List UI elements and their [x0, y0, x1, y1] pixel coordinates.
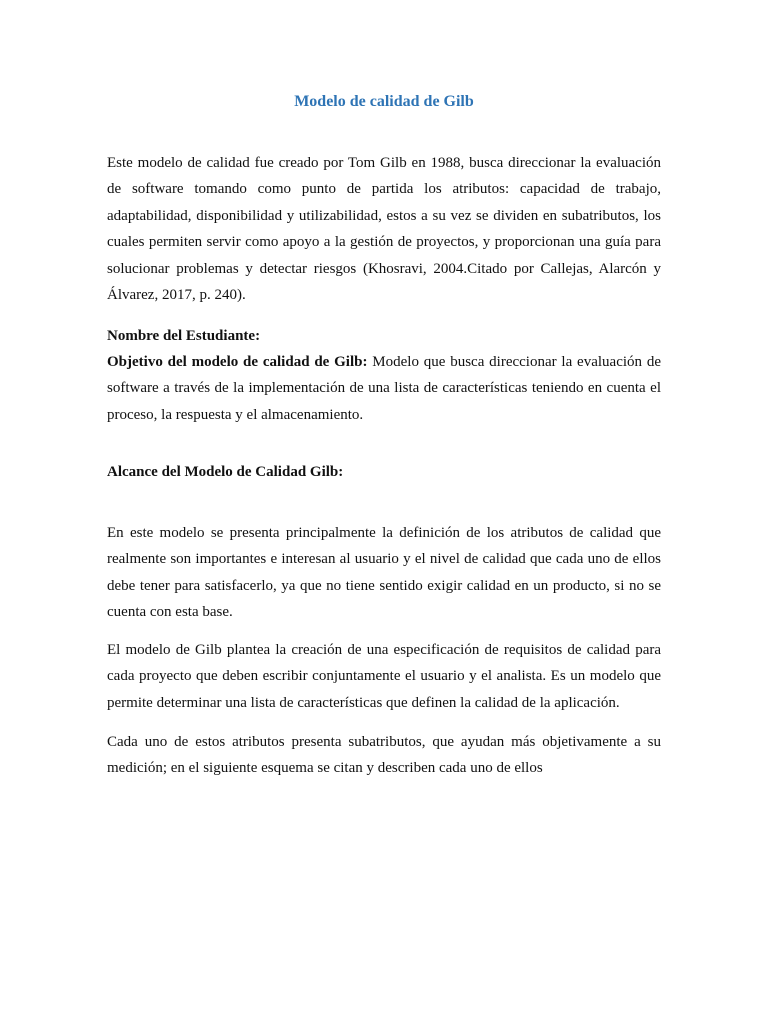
scope-paragraph-3: Cada uno de estos atributos presenta subatributos, que ayudan más objetivamente a su medición; en el siguiente esquema se citan y describen cada uno de ellos — [107, 734, 661, 777]
scope-heading: Alcance del Modelo de Calidad Gilb: — [107, 464, 344, 480]
document-title: Modelo de calidad de Gilb — [294, 93, 474, 110]
student-name-label: Nombre del Estudiante: — [107, 328, 261, 344]
objective-label: Objetivo del modelo de calidad de Gilb: — [107, 354, 368, 370]
objective-text: Modelo que busca direccionar la evaluación de software a través de la implementación de una lista de características teniendo en cuenta el proceso, la respuesta y el almacenamiento. — [107, 354, 661, 423]
scope-paragraph-2: El modelo de Gilb plantea la creación de una especificación de requisitos de calidad para cada proyecto que deben escribir conjuntamente el usuario y el analista. Es un modelo que permite determinar una lista de características que definen la calidad de la aplicación. — [107, 642, 661, 711]
objective-paragraph — [107, 349, 661, 428]
intro-paragraph: Este modelo de calidad fue creado por Tom Gilb en 1988, busca direccionar la evaluación de software tomando como punto de partida los atributos: capacidad de trabajo, adaptabilidad, disponibilidad y utilizabilidad, estos a su vez se dividen en subatributos, los cuales permiten servir como apoyo a la gestión de proyectos, y proporcionan una guía para solucionar problemas y detectar riesgos (Khosravi, 2004.Citado por Callejas, Alarcón y Álvarez, 2017, p. 240). — [107, 155, 661, 304]
scope-paragraph-1: En este modelo se presenta principalmente la definición de los atributos de calidad que realmente son importantes e interesan al usuario y el nivel de calidad que cada uno de ellos debe tener para satisfacerlo, ya que no tiene sentido exigir calidad en un producto, si no se cuenta con esta base. — [107, 525, 661, 621]
